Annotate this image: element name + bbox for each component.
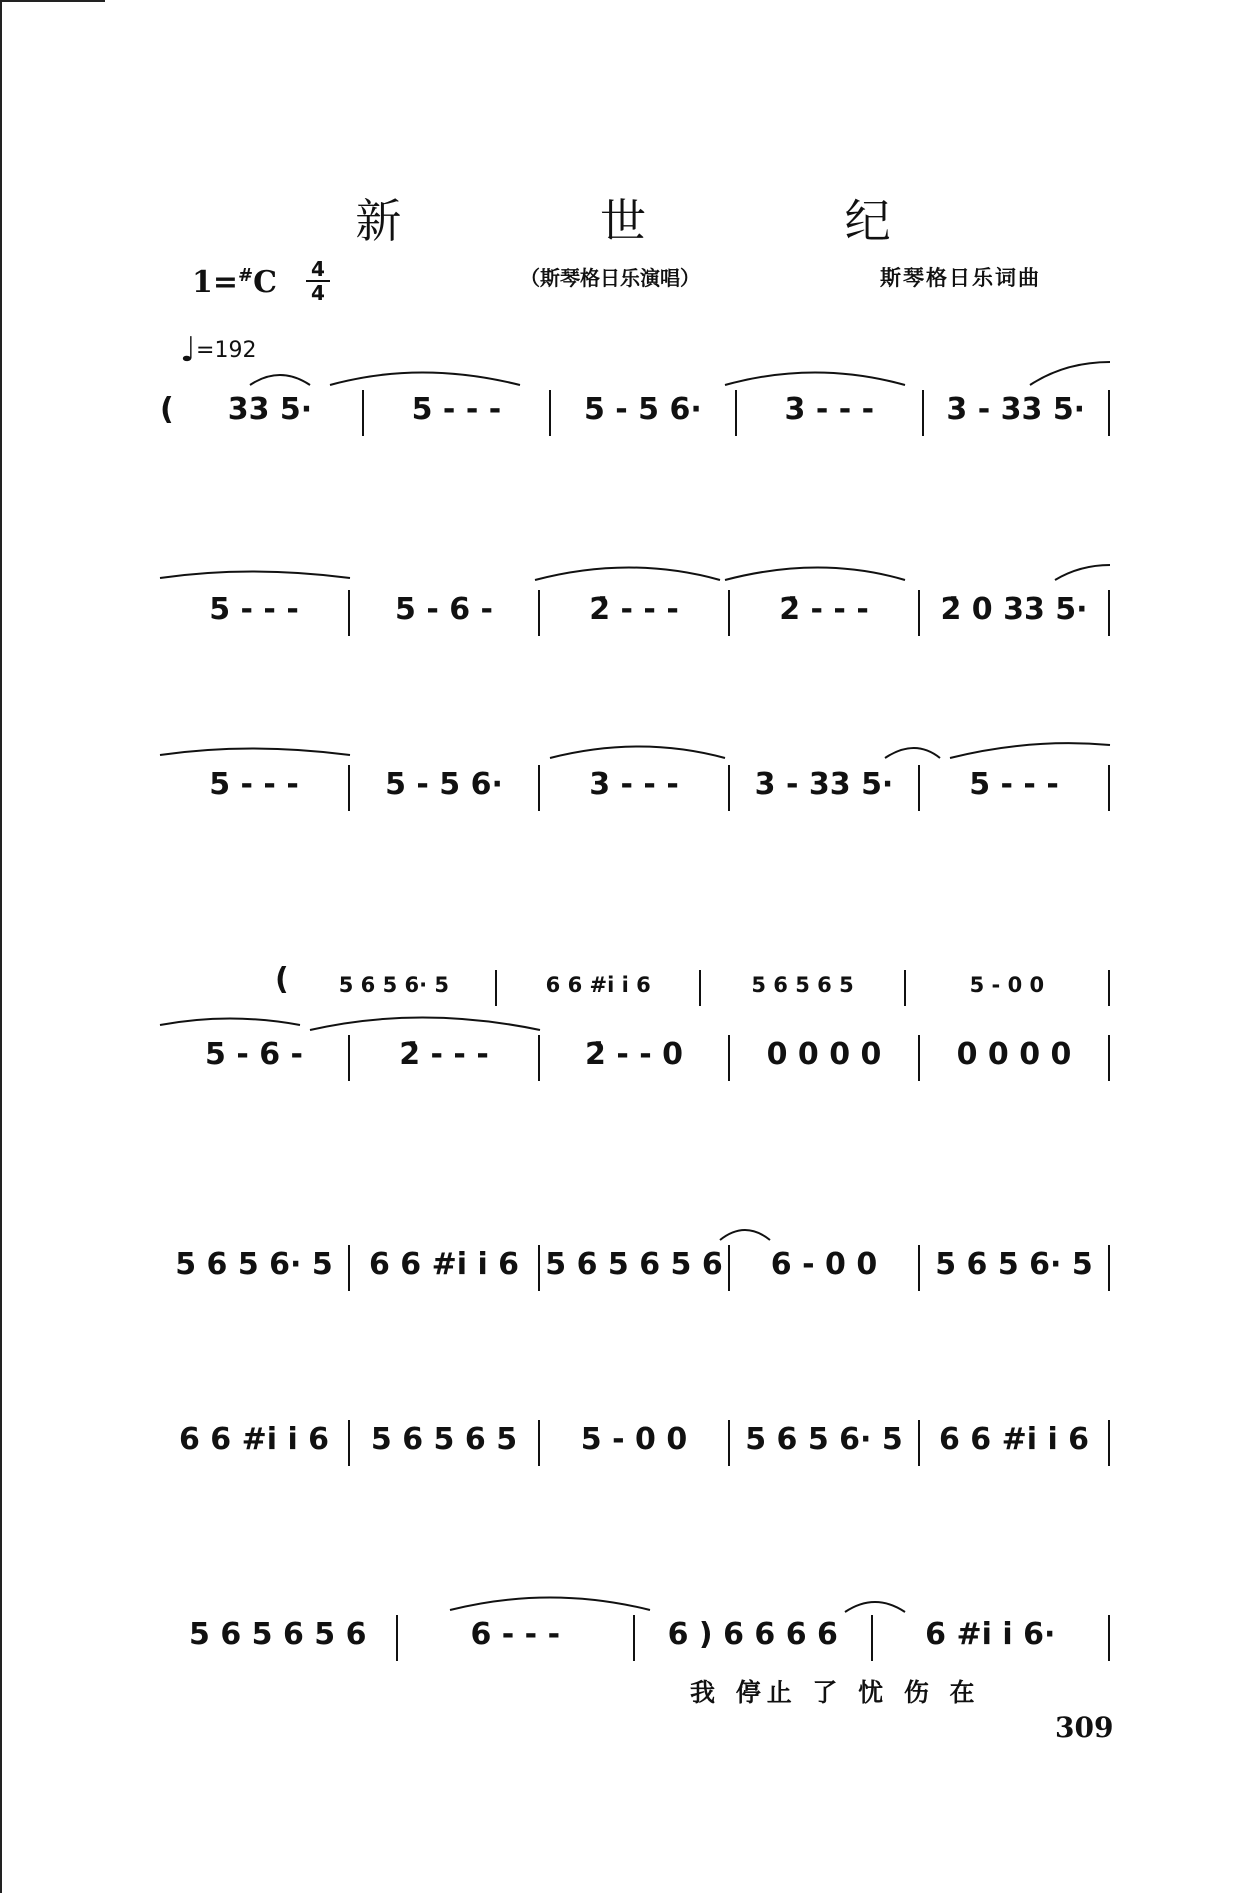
tie-arc: [1055, 565, 1110, 580]
measure: 6 #i i 6·: [873, 1615, 1111, 1661]
measure: 6 - 0 0: [730, 1245, 920, 1291]
tempo-value: =192: [196, 338, 257, 363]
measure: 5 - - -: [920, 765, 1110, 811]
measure: 2̇ - - 0: [540, 1035, 730, 1081]
measure: 5 - 6 -: [350, 590, 540, 636]
quarter-note-icon: ♩: [180, 330, 197, 370]
measure: 5 - 6 -: [160, 1035, 350, 1081]
time-signature-top: 4: [311, 257, 325, 281]
measure: 5 6 5 6· 5: [293, 970, 497, 1006]
measure: 2̇ 0 33 5·: [920, 590, 1110, 636]
composer-credit: 斯琴格日乐词曲: [880, 266, 1041, 290]
page-number: 309: [1055, 1711, 1114, 1744]
performer-credit: （斯琴格日乐演唱）: [520, 266, 700, 290]
staff-line-4-upper: [275, 950, 1110, 1006]
measure: 5 6 5 6· 5: [160, 1245, 350, 1291]
measure: 5 - - -: [160, 590, 350, 636]
measure: 33 5·: [178, 390, 364, 436]
measure: 6 6 #i i 6: [920, 1420, 1110, 1466]
measure: 3 - 33 5·: [730, 765, 920, 811]
measure: 2̇ - - -: [730, 590, 920, 636]
tempo-marking: [180, 330, 256, 370]
tie-arc: [725, 568, 905, 581]
measure: 5 6 5 6 5 6: [160, 1615, 398, 1661]
measure: 5 - - -: [160, 765, 350, 811]
measure: 2̇ - - -: [540, 590, 730, 636]
measure: 2̇ - - -: [350, 1035, 540, 1081]
measure: 5 6 5 6· 5: [920, 1245, 1110, 1291]
measure: 0 0 0 0: [730, 1035, 920, 1081]
staff-line-6: [160, 1410, 1110, 1466]
key-letter: C: [253, 265, 277, 300]
measure: 6 6 #i i 6: [497, 970, 701, 1006]
measure: 5 6 5 6 5 6: [540, 1245, 730, 1291]
measure: 5 - 0 0: [906, 970, 1110, 1006]
time-signature-bottom: 4: [306, 280, 330, 304]
measure: 5 - - -: [364, 390, 550, 436]
key-signature: [192, 265, 277, 300]
measure: 3 - - -: [737, 390, 923, 436]
measure: 6 6 #i i 6: [160, 1420, 350, 1466]
page-top-edge: [0, 0, 105, 2]
measure: 5 6 5 6· 5: [730, 1420, 920, 1466]
key-sharp: #: [238, 265, 254, 286]
measure: 5 - 5 6·: [350, 765, 540, 811]
staff-line-1: [160, 380, 1110, 436]
measure: 3 - - -: [540, 765, 730, 811]
time-signature: [306, 258, 330, 304]
measure: 3 - 33 5·: [924, 390, 1110, 436]
song-title: 新 世 纪: [355, 194, 983, 248]
measure: 5 - 5 6·: [551, 390, 737, 436]
measure: 0 0 0 0: [920, 1035, 1110, 1081]
staff-line-3: [160, 755, 1110, 811]
staff-line-5: [160, 1235, 1110, 1291]
page-left-edge: [0, 0, 2, 1893]
measure: 6 - - -: [398, 1615, 636, 1661]
measure: 5 - 0 0: [540, 1420, 730, 1466]
key-prefix: 1=: [192, 265, 239, 300]
tie-arc: [535, 568, 720, 581]
staff-line-2: [160, 580, 1110, 636]
measure: 6 6 #i i 6: [350, 1245, 540, 1291]
tie-arc: [160, 572, 350, 579]
staff-line-4-lower: [160, 1025, 1110, 1081]
lyrics-line: 我 停止 了 忧 伤 在: [690, 1678, 981, 1707]
measure: 6 ) 6 6 6 6: [635, 1615, 873, 1661]
staff-prefix: (: [275, 962, 289, 997]
measure: 5 6 5 6 5: [701, 970, 905, 1006]
measure: 5 6 5 6 5: [350, 1420, 540, 1466]
staff-line-7: [160, 1605, 1110, 1661]
staff-prefix: (: [160, 392, 174, 427]
